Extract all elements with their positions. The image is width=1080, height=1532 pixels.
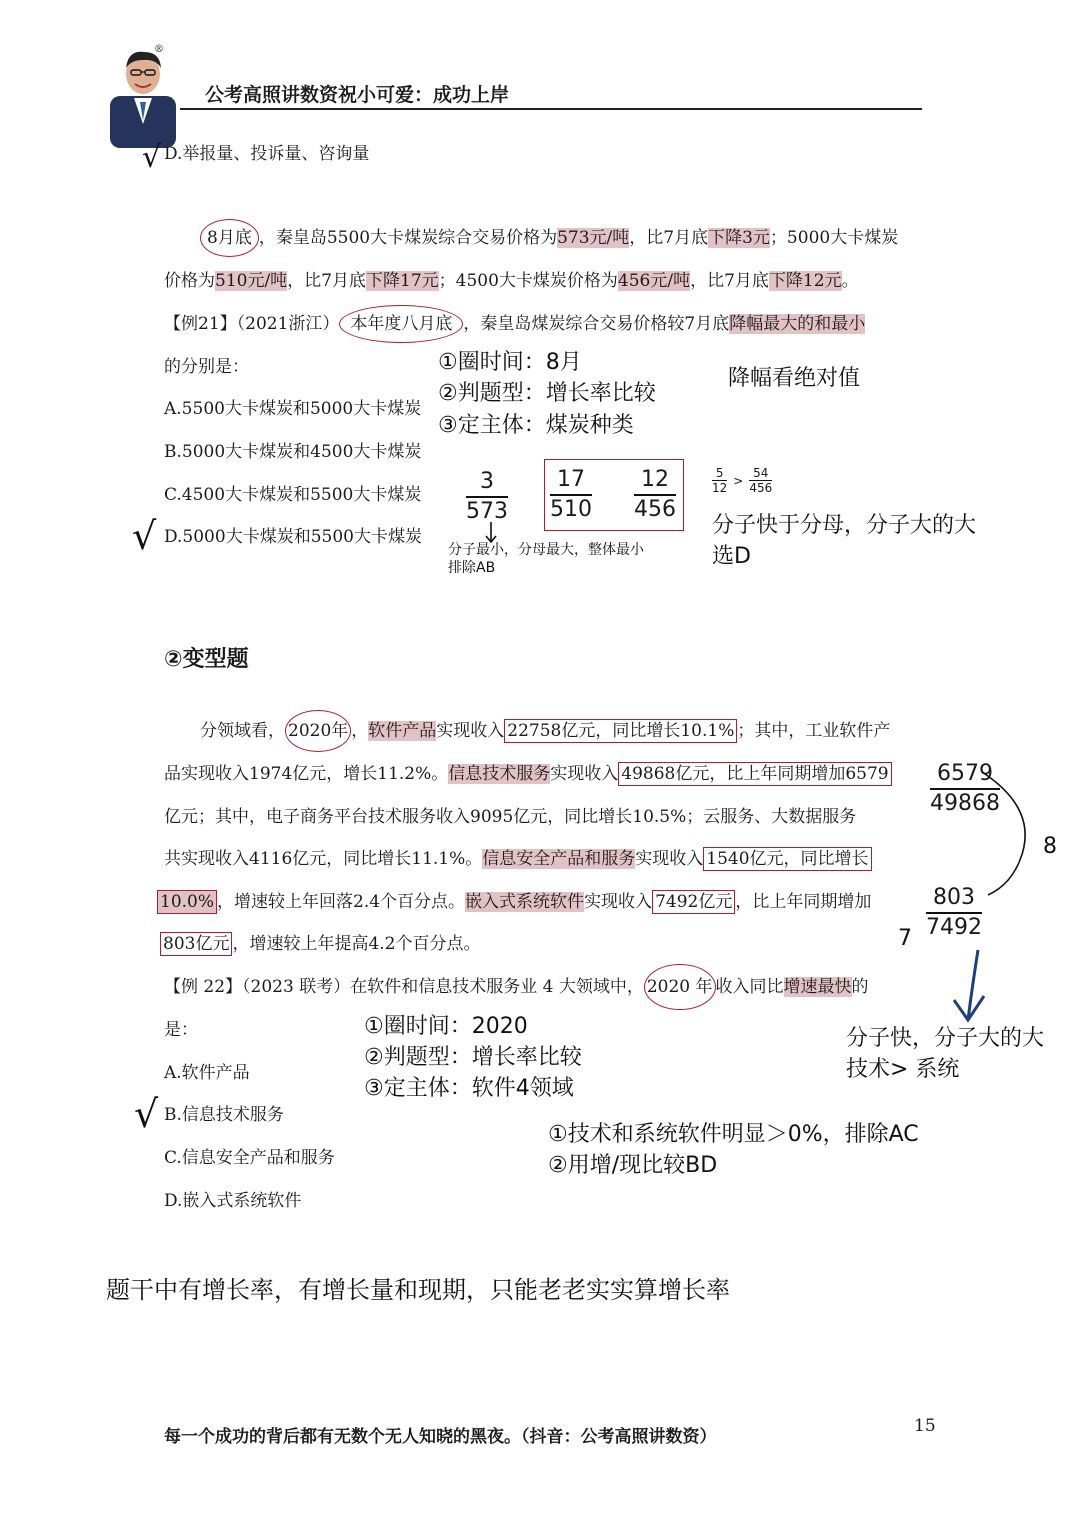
registered-mark: ® [154,44,164,55]
teacher-avatar [104,44,182,148]
time-circle-2020: 2020年 [285,710,351,752]
ex22-option-b: B.信息技术服务 [164,1105,284,1125]
ex21-note-step1: ①圈时间：8月 [438,350,582,375]
ex22-option-c: C.信息安全产品和服务 [164,1148,335,1168]
ex22-option-d: D.嵌入式系统软件 [164,1191,302,1211]
ex22-note-rule2: 技术> 系统 [846,1057,960,1082]
passage2-line2: 品实现收入1974亿元，增长11.2%。信息技术服务实现收入 49868亿元，比上年同期增加6579 [164,766,892,783]
section-title: ②变型题 [164,647,249,672]
passage2-line3: 亿元；其中，电子商务平台技术服务收入9095亿元，同比增长10.5%；云服务、大数据服务 [164,807,857,827]
header-title: 公考高照讲数资祝小可爱：成功上岸 [205,84,510,106]
prev-option-d: D.举报量、投诉量、咨询量 [164,144,370,164]
ex21-note-right: 降幅看绝对值 [728,366,861,391]
fraction-12-456: 12 456 [634,467,676,523]
connect-arc [980,770,1040,904]
fraction-17-510: 17 510 [550,467,592,523]
ex21-option-a: A.5500大卡煤炭和5000大卡煤炭 [164,399,422,419]
check-mark-ex21: √ [132,514,157,558]
ex21-note-step3: ③定主体：煤炭种类 [438,413,634,438]
ex22-note-rule1: 分子快，分子大的大 [846,1026,1045,1051]
ex22-note-step2: ②判题型：增长率比较 [364,1045,582,1070]
summary-note: 题干中有增长率，有增长量和现期，只能老老实实算增长率 [106,1276,730,1304]
ex22-option-a: A.软件产品 [164,1063,250,1083]
ex21-note-rule: 分子快于分母，分子大的大 [712,513,977,538]
ex21-stem: 【例21】（2021浙江） 本年度八月底 ，秦皇岛煤炭综合交易价格较7月底降幅最大的和最小 [164,316,865,333]
header-divider [180,108,922,110]
ex21-note-pick: 选D [712,544,751,569]
passage1-line2: 价格为510元/吨，比7月底下降17元；4500大卡煤炭价格为456元/吨，比7月底下降12元。 [164,271,859,291]
small-compare: 5 12 > 54 456 [712,466,773,495]
ex22-stem-2: 是： [164,1020,198,1040]
side-number-7: 7 [898,926,912,951]
ex22-note-step1: ①圈时间：2020 [364,1014,528,1039]
time-circle-ex22: 2020 年 [644,964,716,1010]
check-mark-prev: √ [142,140,162,175]
ex22-note-n2: ②用增/现比较BD [548,1153,718,1178]
passage2-line4: 共实现收入4116亿元，同比增长11.1%。信息安全产品和服务实现收入 1540亿元，同比增长 [164,851,872,868]
time-circle-ex21: 本年度八月底 [339,305,463,343]
side-number-8: 8 [1043,834,1057,859]
fraction-803-7492: 803 7492 [926,885,982,941]
passage2-line6: 803亿元 ，增速较上年提高4.2个百分点。 [160,936,481,953]
arrow-down-icon-blue [950,948,990,1030]
check-mark-ex22: √ [134,1092,159,1136]
ex21-note-below1: 分子最小，分母最大，整体最小 [448,542,644,558]
ex21-stem-2: 的分别是： [164,357,249,377]
passage1-line1: 8月底 ，秦皇岛5500大卡煤炭综合交易价格为573元/吨，比7月底下降3元；5000大卡煤炭 [200,230,898,247]
ex21-note-below2: 排除AB [448,560,496,576]
ex22-stem: 【例 22】（2023 联考）在软件和信息技术服务业 4 大领域中， 2020 年 收入同比增速最快的 [164,979,869,996]
ex21-note-step2: ②判题型：增长率比较 [438,381,656,406]
passage2-line1: 分领域看， 2020年 ，软件产品实现收入 22758亿元，同比增长10.1% ；其中，工业软件产 [200,723,890,740]
page-number: 15 [914,1416,936,1436]
footer-motto: 每一个成功的背后都有无数个无人知晓的黑夜。（抖音：公考高照讲数资） [164,1427,717,1447]
ex22-note-n1: ①技术和系统软件明显＞0%，排除AC [548,1122,919,1147]
fraction-3-573: 3 573 [466,469,508,525]
ex22-note-step3: ③定主体：软件4领域 [364,1076,574,1101]
passage2-line5: 10.0% ，增速较上年回落2.4个百分点。嵌入式系统软件实现收入 7492亿元 ，比上年同期增加 [157,894,871,911]
ex21-option-c: C.4500大卡煤炭和5500大卡煤炭 [164,485,422,505]
time-circle-8: 8月底 [200,219,259,257]
ex21-option-b: B.5000大卡煤炭和4500大卡煤炭 [164,442,422,462]
fraction-6579-49868: 6579 49868 [930,761,1000,817]
ex21-option-d: D.5000大卡煤炭和5500大卡煤炭 [164,527,422,547]
